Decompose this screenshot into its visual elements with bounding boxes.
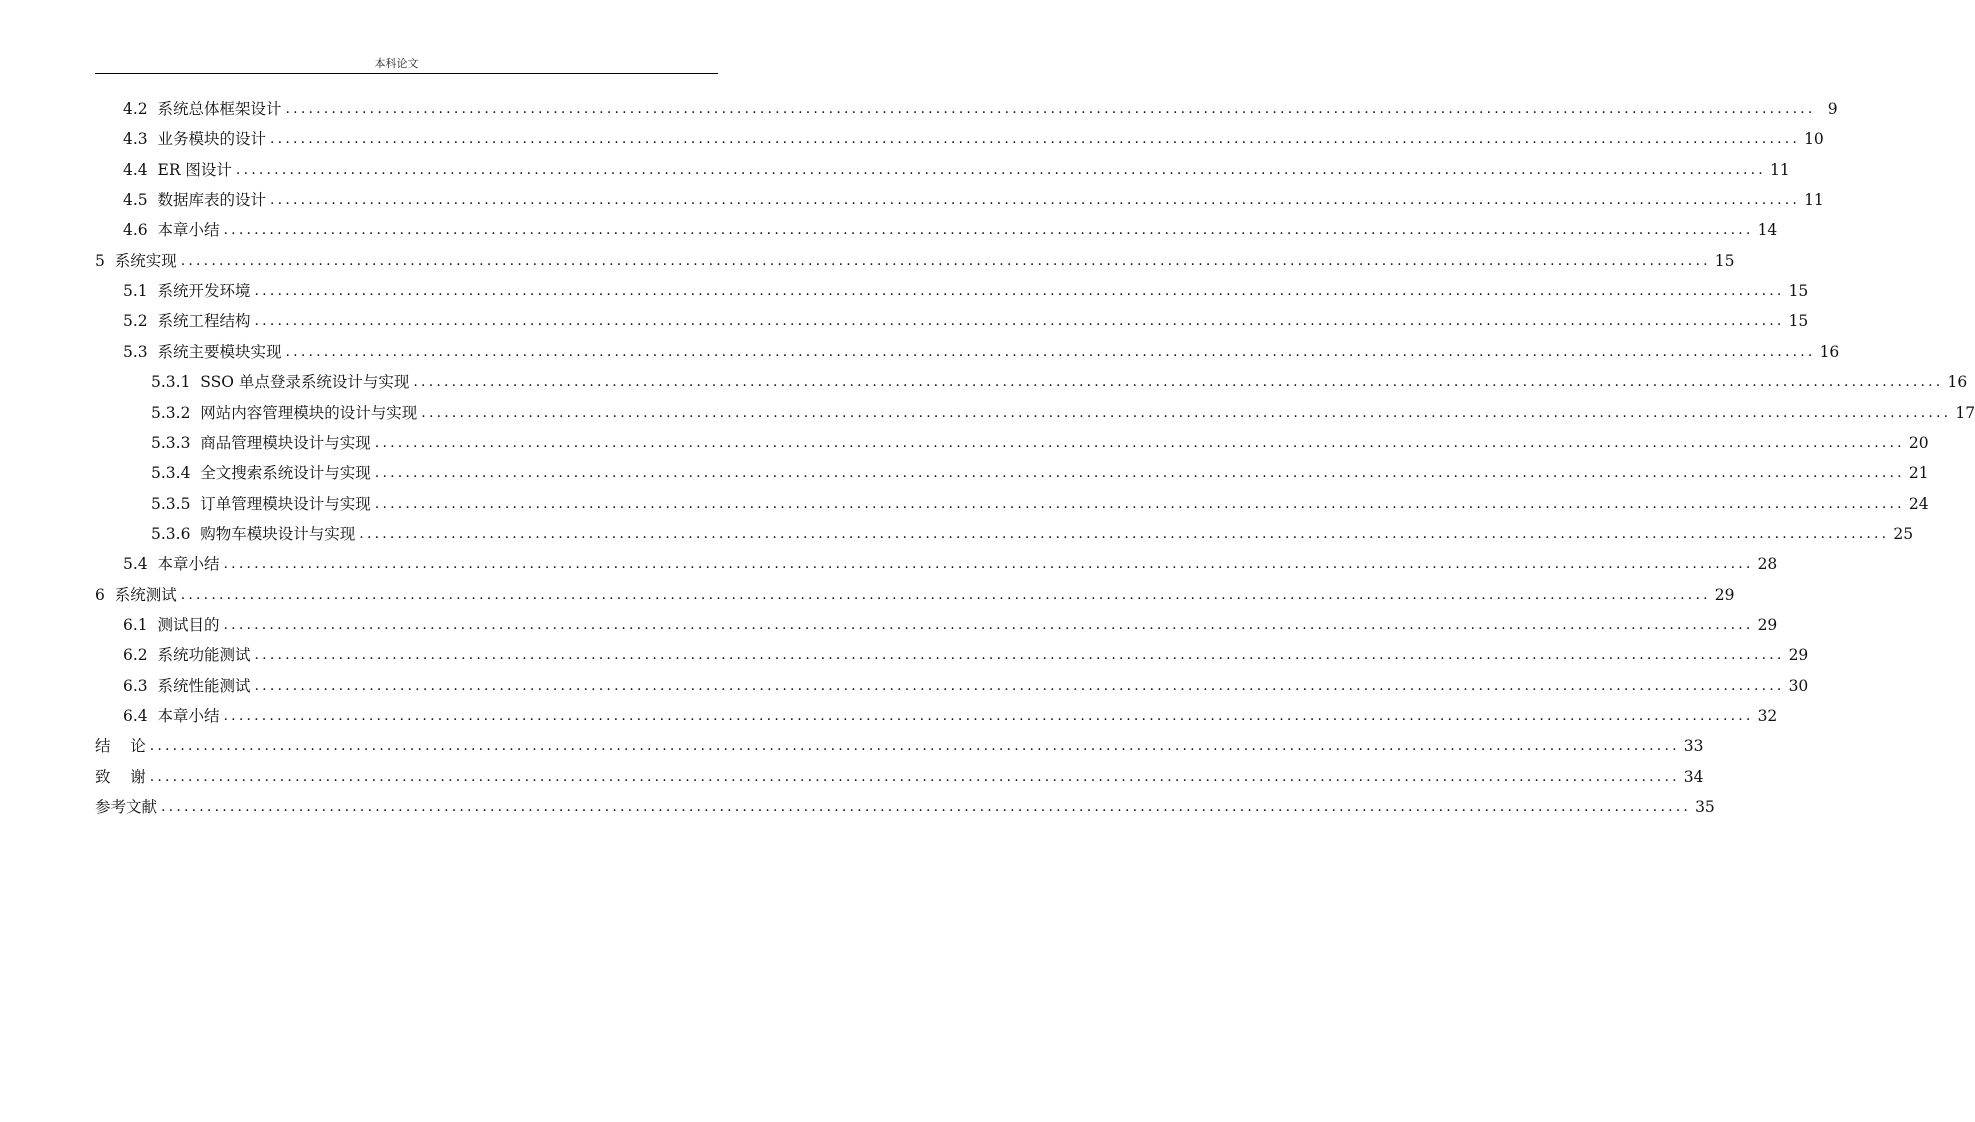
- toc-leader-dots: ........................................................................................................................................................................................................: [149, 738, 1680, 755]
- toc-leader-dots: ........................................................................................................................................................................................................: [223, 556, 1754, 573]
- toc-entry-page-number: 15: [1714, 251, 1735, 270]
- toc-entry-page-number: 15: [1788, 312, 1809, 331]
- toc-leader-dots: ........................................................................................................................................................................................................: [254, 647, 1785, 664]
- toc-entry-page-number: 15: [1788, 282, 1809, 301]
- toc-leader-dots: ........................................................................................................................................................................................................: [413, 374, 1944, 391]
- toc-entry-page-number: 21: [1908, 464, 1929, 483]
- toc-entry-page-number: 25: [1893, 524, 1914, 543]
- toc-entry-label: 5.3.4 全文搜索系统设计与实现: [151, 464, 371, 483]
- toc-entry[interactable]: [95, 580, 1735, 610]
- toc-entry-page-number: 17: [1955, 403, 1975, 422]
- toc-entry-label: 5.4 本章小结: [123, 555, 220, 574]
- toc-entry-label: 6.1 测试目的: [123, 615, 220, 634]
- toc-leader-dots: ........................................................................................................................................................................................................: [254, 313, 1785, 330]
- toc-entry-label: 5.3 系统主要模块实现: [123, 342, 282, 361]
- toc-entry[interactable]: [95, 731, 1704, 761]
- toc-entry-page-number: 20: [1908, 433, 1929, 452]
- toc-entry-label: 6 系统测试: [95, 585, 177, 604]
- toc-leader-dots: ........................................................................................................................................................................................................: [270, 192, 1801, 209]
- toc-entry[interactable]: [95, 762, 1704, 792]
- toc-leader-dots: ........................................................................................................................................................................................................: [161, 799, 1692, 816]
- toc-entry-label: 6.3 系统性能测试: [123, 676, 251, 695]
- toc-entry-page-number: 30: [1788, 676, 1809, 695]
- toc-entry-label: 6.4 本章小结: [123, 707, 220, 725]
- toc-entry-page-number: 29: [1714, 585, 1735, 604]
- toc-entry[interactable]: [123, 124, 1824, 154]
- toc-leader-dots: ........................................................................................................................................................................................................: [223, 708, 1754, 724]
- toc-entry-label: 4.2 系统总体框架设计: [123, 100, 282, 118]
- toc-entry[interactable]: [123, 276, 1809, 306]
- toc-leader-dots: ........................................................................................................................................................................................................: [180, 586, 1711, 603]
- toc-leader-dots: ........................................................................................................................................................................................................: [180, 252, 1711, 269]
- toc-entry-page-number: 28: [1757, 555, 1778, 574]
- toc-entry-label: 4.5 数据库表的设计: [123, 191, 267, 210]
- toc-entry[interactable]: [151, 398, 1975, 428]
- toc-entry-label: 5.3.1 SSO 单点登录系统设计与实现: [151, 373, 410, 392]
- toc-entry-label: 5.3.6 购物车模块设计与实现: [151, 524, 356, 543]
- toc-entry-page-number: 9: [1827, 100, 1838, 118]
- toc-entry-label: 6.2 系统功能测试: [123, 646, 251, 665]
- toc-leader-dots: ........................................................................................................................................................................................................: [235, 161, 1766, 178]
- toc-entry-page-number: 24: [1908, 494, 1929, 513]
- toc-entry[interactable]: [123, 701, 1778, 731]
- toc-entry[interactable]: [123, 610, 1778, 640]
- toc-leader-dots: ........................................................................................................................................................................................................: [254, 677, 1785, 694]
- toc-entry-label: 5 系统实现: [95, 251, 177, 270]
- toc-entry-page-number: 16: [1947, 373, 1968, 392]
- toc-entry[interactable]: [95, 792, 1715, 822]
- toc-entry-page-number: 11: [1769, 160, 1790, 179]
- toc-entry[interactable]: [151, 519, 1914, 549]
- toc-leader-dots: ........................................................................................................................................................................................................: [149, 768, 1680, 785]
- toc-leader-dots: ........................................................................................................................................................................................................: [270, 131, 1801, 148]
- toc-entry-label: 5.3.5 订单管理模块设计与实现: [151, 494, 371, 513]
- toc-entry-page-number: 33: [1683, 737, 1704, 756]
- toc-leader-dots: ........................................................................................................................................................................................................: [285, 101, 1816, 117]
- toc-entry[interactable]: [95, 246, 1735, 276]
- header-rule: [95, 73, 718, 74]
- toc-entry-page-number: 34: [1683, 767, 1704, 786]
- toc-entry[interactable]: [123, 671, 1809, 701]
- toc-entry-label: 5.3.2 网站内容管理模块的设计与实现: [151, 403, 418, 422]
- toc-entry-label: 4.6 本章小结: [123, 221, 220, 240]
- toc-entry[interactable]: [151, 367, 1968, 397]
- toc-entry-label: 5.1 系统开发环境: [123, 282, 251, 301]
- toc-entry-page-number: 11: [1804, 191, 1824, 210]
- toc-entry-label: 5.3.3 商品管理模块设计与实现: [151, 433, 371, 452]
- toc-entry[interactable]: [151, 458, 1929, 488]
- toc-entry[interactable]: [123, 155, 1790, 185]
- toc-entry-page-number: 10: [1804, 130, 1824, 149]
- toc-entry[interactable]: [123, 306, 1809, 336]
- toc-entry-label: 4.3 业务模块的设计: [123, 130, 267, 149]
- toc-entry-label: 4.4 ER 图设计: [123, 160, 232, 179]
- toc-entry[interactable]: [123, 185, 1824, 215]
- toc-entry[interactable]: [123, 549, 1778, 579]
- toc-entry-page-number: 32: [1757, 707, 1778, 725]
- toc-leader-dots: ........................................................................................................................................................................................................: [359, 525, 1890, 542]
- toc-entry[interactable]: [151, 489, 1929, 519]
- toc-leader-dots: ........................................................................................................................................................................................................: [374, 495, 1905, 512]
- toc-leader-dots: ........................................................................................................................................................................................................: [374, 465, 1905, 482]
- toc-leader-dots: ........................................................................................................................................................................................................: [223, 222, 1754, 239]
- toc-entry-label: 5.2 系统工程结构: [123, 312, 251, 331]
- toc-entry-label: 结 论: [95, 737, 146, 756]
- toc-entry[interactable]: [123, 94, 1838, 124]
- toc-entry-page-number: 16: [1819, 342, 1840, 361]
- toc-entry-label: 参考文献: [95, 798, 158, 817]
- toc-entry-page-number: 35: [1695, 798, 1715, 817]
- toc-entry[interactable]: [123, 337, 1840, 367]
- toc-leader-dots: ........................................................................................................................................................................................................: [254, 283, 1785, 300]
- toc-entry[interactable]: [151, 428, 1929, 458]
- toc-entry-page-number: 14: [1757, 221, 1778, 240]
- toc-entry[interactable]: [123, 640, 1809, 670]
- toc-entry-label: 致 谢: [95, 767, 146, 786]
- header-title: 本科论文: [374, 57, 419, 70]
- toc-entry-page-number: 29: [1757, 615, 1778, 634]
- toc-entry-page-number: 29: [1788, 646, 1809, 665]
- toc-leader-dots: ........................................................................................................................................................................................................: [374, 434, 1905, 451]
- toc-leader-dots: ........................................................................................................................................................................................................: [285, 343, 1816, 360]
- toc-entry[interactable]: [123, 215, 1778, 245]
- toc-leader-dots: ........................................................................................................................................................................................................: [223, 616, 1754, 633]
- toc-leader-dots: ........................................................................................................................................................................................................: [421, 404, 1952, 421]
